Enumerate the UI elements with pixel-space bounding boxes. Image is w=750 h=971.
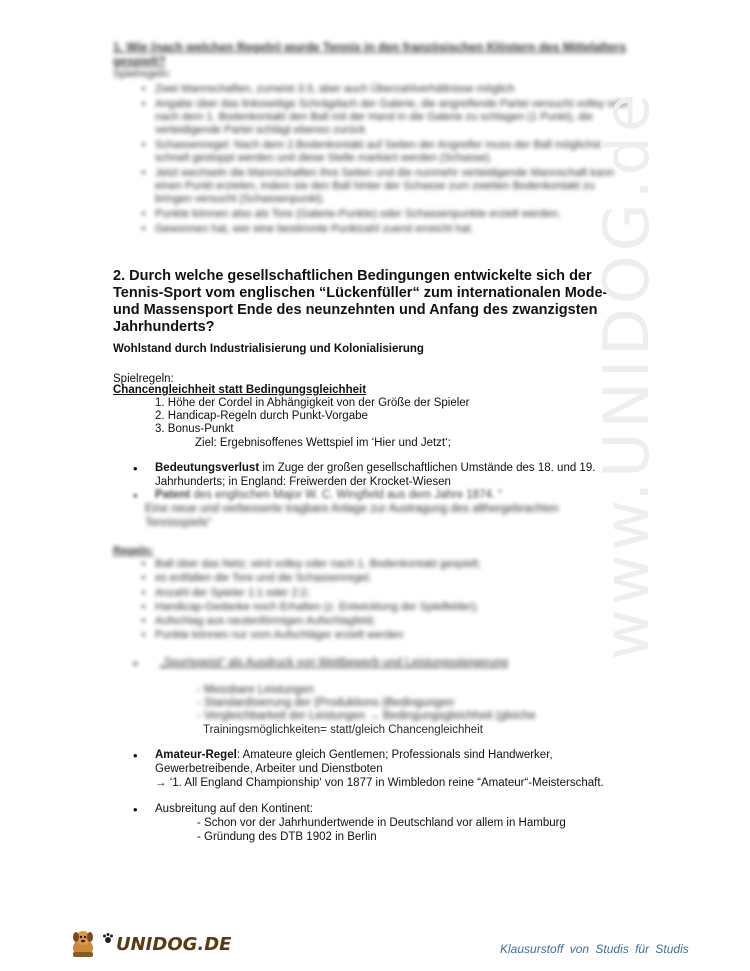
dash-line-3: - Vergleichbarkeit der Leistungen → Bedingungsgleichheit (gleiche bbox=[197, 710, 536, 722]
bullet-icon: • bbox=[133, 488, 138, 503]
list-item: • Punkte können nur vom Aufschläger erzielt werden bbox=[155, 629, 633, 642]
numbered-item-1: 1. Höhe der Cordel in Abhängigkeit von der Größe der Spieler bbox=[155, 397, 470, 409]
list-item: • Punkte können also als Tore (Galerie-Punkte) oder Schassenpunkte erzielt werden. bbox=[155, 208, 633, 221]
sport-line: „Sportsgeist“ als Ausdruck von Wettbewerb und Leistungssteigerung bbox=[160, 657, 509, 669]
list-item: • Gewonnen hat, wer eine bestimmte Punktzahl zuerst erreicht hat. bbox=[155, 223, 633, 236]
patent-line bbox=[155, 489, 502, 503]
bedeutung-line bbox=[155, 462, 595, 476]
watermark-text: www.UNIDOG.de bbox=[590, 90, 663, 660]
ausbreitung-line-2: - Gründung des DTB 1902 in Berlin bbox=[197, 831, 377, 843]
section-2-subtitle: Wohlstand durch Industrialisierung und Kolonialisierung bbox=[113, 343, 424, 355]
ziel-line: Ziel: Ergebnisoffenes Wettspiel im ‘Hier und Jetzt‘; bbox=[195, 437, 451, 449]
amateur-line bbox=[155, 749, 553, 763]
bullet-icon: • bbox=[133, 656, 138, 671]
bedeutung-rest: im Zuge der großen gesellschaftlichen Umstände des 18. und 19. bbox=[259, 462, 596, 474]
logo-text: UNIDOG.DE bbox=[116, 933, 232, 955]
ausbreitung-line-1: - Schon vor der Jahrhundertwende in Deutschland vor allem in Hamburg bbox=[197, 817, 566, 829]
section-1-list bbox=[113, 83, 633, 236]
list-item: • Jetzt wechseln die Mannschaften ihre Seiten und die nunmehr verteidigende Mannschaft kann einen Punkt erzielen, indem sie den Ball hinter der Schasse zum zweiten Bodenkontakt zu bringen versucht (Schassenpunkt). bbox=[155, 167, 633, 206]
list-item: • Handicap-Gedanke noch Erhalten (z. Entwicklung der Spielfelder); bbox=[155, 601, 633, 614]
bedeutung-line-2: Jahrhunderts; in England: Freiwerden der Krocket-Wiesen bbox=[155, 476, 451, 488]
patent-bold: Patent bbox=[155, 489, 191, 501]
amateur-rest: : Amateure gleich Gentlemen; Professionals sind Handwerker, bbox=[236, 749, 553, 761]
amateur-line-3: → ‘1. All England Championship‘ von 1877 in Wimbledon reine “Amateur“-Meisterschaft. bbox=[155, 777, 604, 789]
bullet-icon: • bbox=[133, 802, 138, 817]
dog-mascot-icon bbox=[68, 928, 98, 960]
paw-icon bbox=[102, 932, 114, 944]
regeln-blurred bbox=[113, 545, 633, 643]
bedeutung-bold: Bedeutungsverlust bbox=[155, 462, 260, 474]
list-item: • Angabe über das linksseitige Schrägdach der Galerie, die angreifende Partei versucht volley oder nach dem 1. Bodenkontakt den Ball mit der Hand in die Galerie zu schlagen (1 Punkt), die verteidigende Partei schlägt ebenso zurück bbox=[155, 98, 633, 137]
list-item: • Ball über das Netz; wird volley oder nach 1. Bodenkontakt gespielt; bbox=[155, 558, 633, 571]
regeln-heading: Regeln: bbox=[113, 545, 154, 557]
list-item: • Aufschlag aus neutenförmigen Aufschlagfeld; bbox=[155, 615, 633, 628]
dash-line-1: - Messbare Leistungen bbox=[197, 684, 314, 696]
list-item: • Schassenregel: Nach dem 2.Bodenkontakt auf Seiten der Angreifer muss der Ball möglichst schnell gestoppt werden und diese Stelle markiert werden (Schasse). bbox=[155, 139, 633, 165]
list-item: • Anzahl der Spieler 1:1 oder 2:2; bbox=[155, 587, 633, 600]
rules-label: Spielregeln: bbox=[113, 373, 174, 385]
dash-line-2: - Standardisierung der (Produktions-)Bedingungen bbox=[197, 697, 454, 709]
training-line: Trainingsmöglichkeiten= statt/gleich Chancengleichheit bbox=[203, 724, 483, 736]
unidog-logo bbox=[68, 926, 231, 962]
chancen-heading: Chancengleichheit statt Bedingungsgleichheit bbox=[113, 384, 367, 396]
list-item: • Zwei Mannschaften, zumeist 3:3, aber auch Überzahlverhältnisse möglich bbox=[155, 83, 633, 96]
list-item: • es entfallen die Tore und die Schassenregel; bbox=[155, 572, 633, 585]
amateur-line-2: Gewerbetreibende, Arbeiter und Dienstboten bbox=[155, 763, 383, 775]
section-1-blurred bbox=[113, 40, 633, 238]
ausbreitung-title: Ausbreitung auf den Kontinent: bbox=[155, 803, 313, 815]
section-1-title: 1. Wie (nach welchen Regeln) wurde Tennis in den französischen Klöstern des Mittelalters gespielt? bbox=[113, 40, 627, 68]
amateur-bold: Amateur-Regel bbox=[155, 749, 237, 761]
patent-rest: des englischen Major W. C. Wingfield aus dem Jahre 1874. “ bbox=[190, 489, 503, 501]
section-1-intro: Spielregeln: bbox=[113, 68, 172, 80]
footer-tagline: Klausurstoff von Studis für Studis bbox=[500, 942, 689, 956]
bullet-icon: • bbox=[133, 461, 138, 476]
patent-arrow-line: Eine neue und verbesserte tragbare Anlage zur Austragung des althergebrachten Tennisspiels“ bbox=[145, 503, 559, 529]
numbered-item-3: 3. Bonus-Punkt bbox=[155, 423, 234, 435]
regeln-list bbox=[113, 558, 633, 642]
section-2-title: 2. Durch welche gesellschaftlichen Bedingungen entwickelte sich der Tennis-Sport vom englischen “Lückenfüller“ zum internationalen Mode- und Massensport Ende des neunzehnten und Anfang des zwanzigsten Jahrhunderts? bbox=[113, 268, 608, 335]
numbered-item-2: 2. Handicap-Regeln durch Punkt-Vorgabe bbox=[155, 410, 368, 422]
bullet-icon: • bbox=[133, 748, 138, 763]
